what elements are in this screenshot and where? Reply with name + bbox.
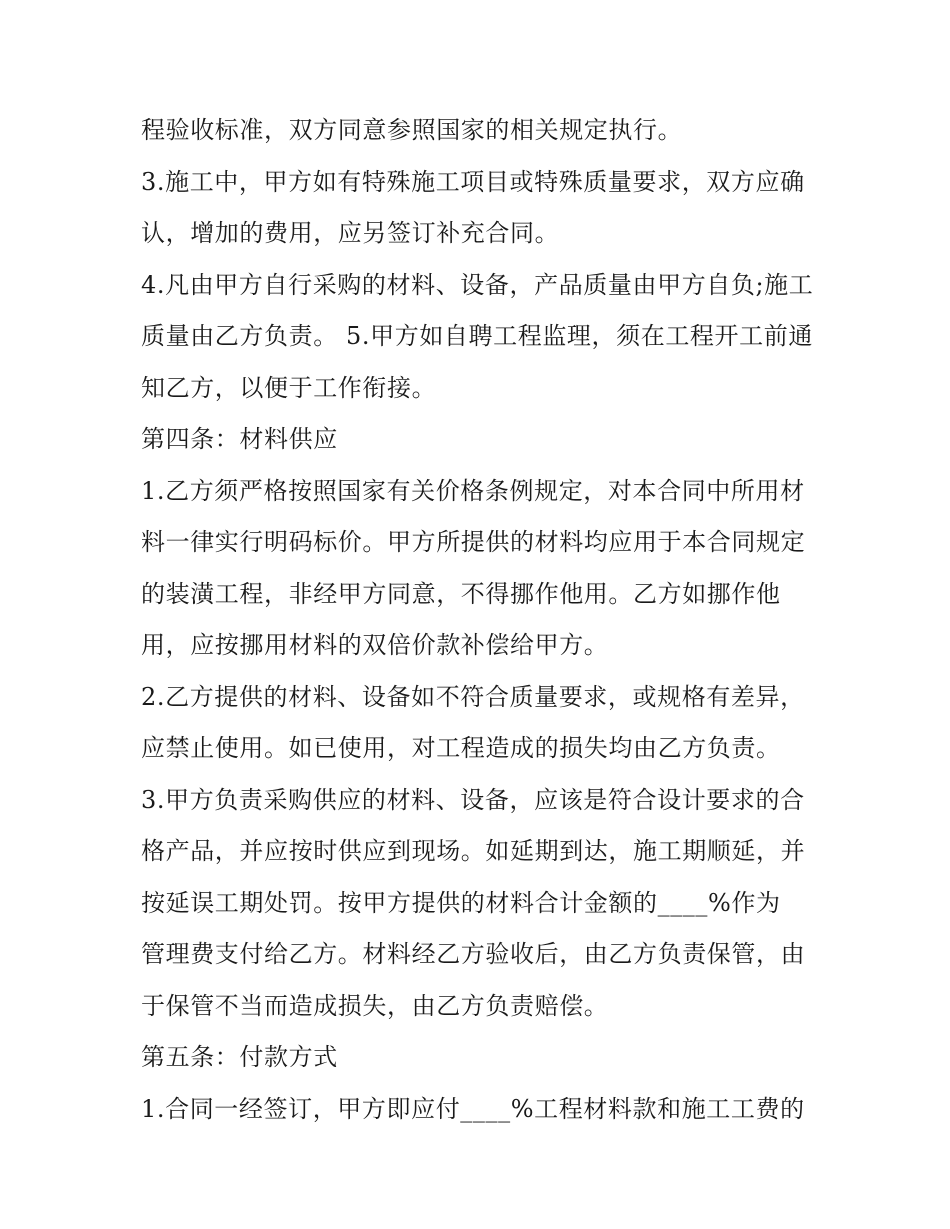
- text-line: 按延误工期处罚。按甲方提供的材料合计金额的____%作为: [141, 888, 781, 917]
- text-line: 管理费支付给乙方。材料经乙方验收后，由乙方负责保管，由: [141, 940, 806, 968]
- text-line: 3.甲方负责采购供应的材料、设备，应该是符合设计要求的合: [141, 785, 805, 814]
- text-line: 用，应按挪用材料的双倍价款补偿给甲方。: [141, 631, 609, 659]
- text-line: 3.施工中，甲方如有特殊施工项目或特殊质量要求，双方应确: [141, 167, 805, 196]
- text-line: 于保管不当而造成损失，由乙方负责赔偿。: [141, 991, 609, 1020]
- text-line: 质量由乙方负责。 5.甲方如自聘工程监理，须在工程开工前通: [141, 322, 813, 350]
- text-line: 4.凡由甲方自行采购的材料、设备，产品质量由甲方自负;施工: [141, 270, 814, 299]
- section-heading: 第五条：付款方式: [141, 1043, 338, 1071]
- text-line: 知乙方，以便于工作衔接。: [141, 373, 437, 402]
- text-line: 1.合同一经签订，甲方即应付____%工程材料款和施工工费的: [141, 1094, 805, 1123]
- text-line: 的装潢工程，非经甲方同意，不得挪作他用。乙方如挪作他: [141, 579, 781, 608]
- text-line: 2.乙方提供的材料、设备如不符合质量要求，或规格有差异，: [141, 682, 805, 711]
- text-line: 料一律实行明码标价。甲方所提供的材料均应用于本合同规定: [141, 528, 806, 556]
- document-page: [141, 105, 821, 1135]
- text-line: 1.乙方须严格按照国家有关价格条例规定，对本合同中所用材: [141, 476, 805, 505]
- text-line: 格产品，并应按时供应到现场。如延期到达，施工期顺延，并: [141, 837, 806, 865]
- section-heading: 第四条：材料供应: [141, 425, 338, 453]
- text-line: 程验收标准，双方同意参照国家的相关规定执行。: [141, 116, 683, 144]
- text-line: 认，增加的费用，应另签订补充合同。: [141, 219, 560, 247]
- text-line: 应禁止使用。如已使用，对工程造成的损失均由乙方负责。: [141, 734, 781, 762]
